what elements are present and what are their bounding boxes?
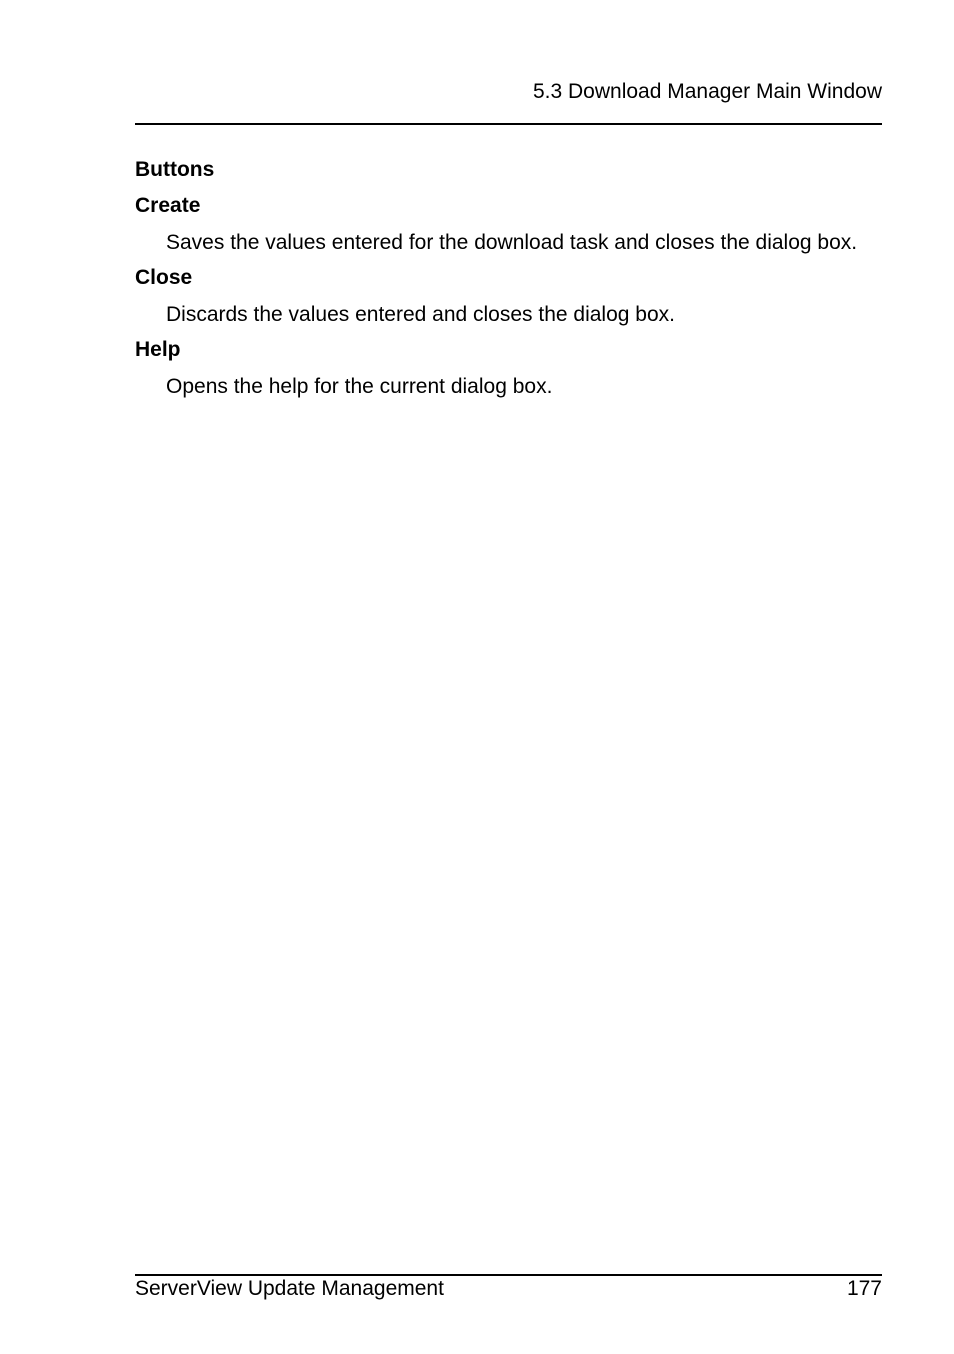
term-create: Create	[135, 194, 201, 217]
term-close: Close	[135, 266, 193, 289]
header-divider	[135, 123, 882, 125]
definition-item-close	[135, 265, 882, 329]
definition-item-create	[135, 193, 882, 257]
footer-product-name: ServerView Update Management	[135, 1277, 444, 1300]
description-create: Saves the values entered for the download task and closes the dialog box.	[166, 231, 858, 254]
page-content	[135, 157, 882, 409]
term-help: Help	[135, 338, 181, 361]
running-header: 5.3 Download Manager Main Window	[532, 80, 882, 103]
page-number: 177	[846, 1277, 882, 1300]
section-heading: Buttons	[135, 158, 215, 181]
page-footer	[135, 1276, 882, 1302]
description-close: Discards the values entered and closes the dialog box.	[166, 303, 675, 326]
description-help: Opens the help for the current dialog box.	[166, 375, 553, 398]
definition-item-help	[135, 337, 882, 401]
